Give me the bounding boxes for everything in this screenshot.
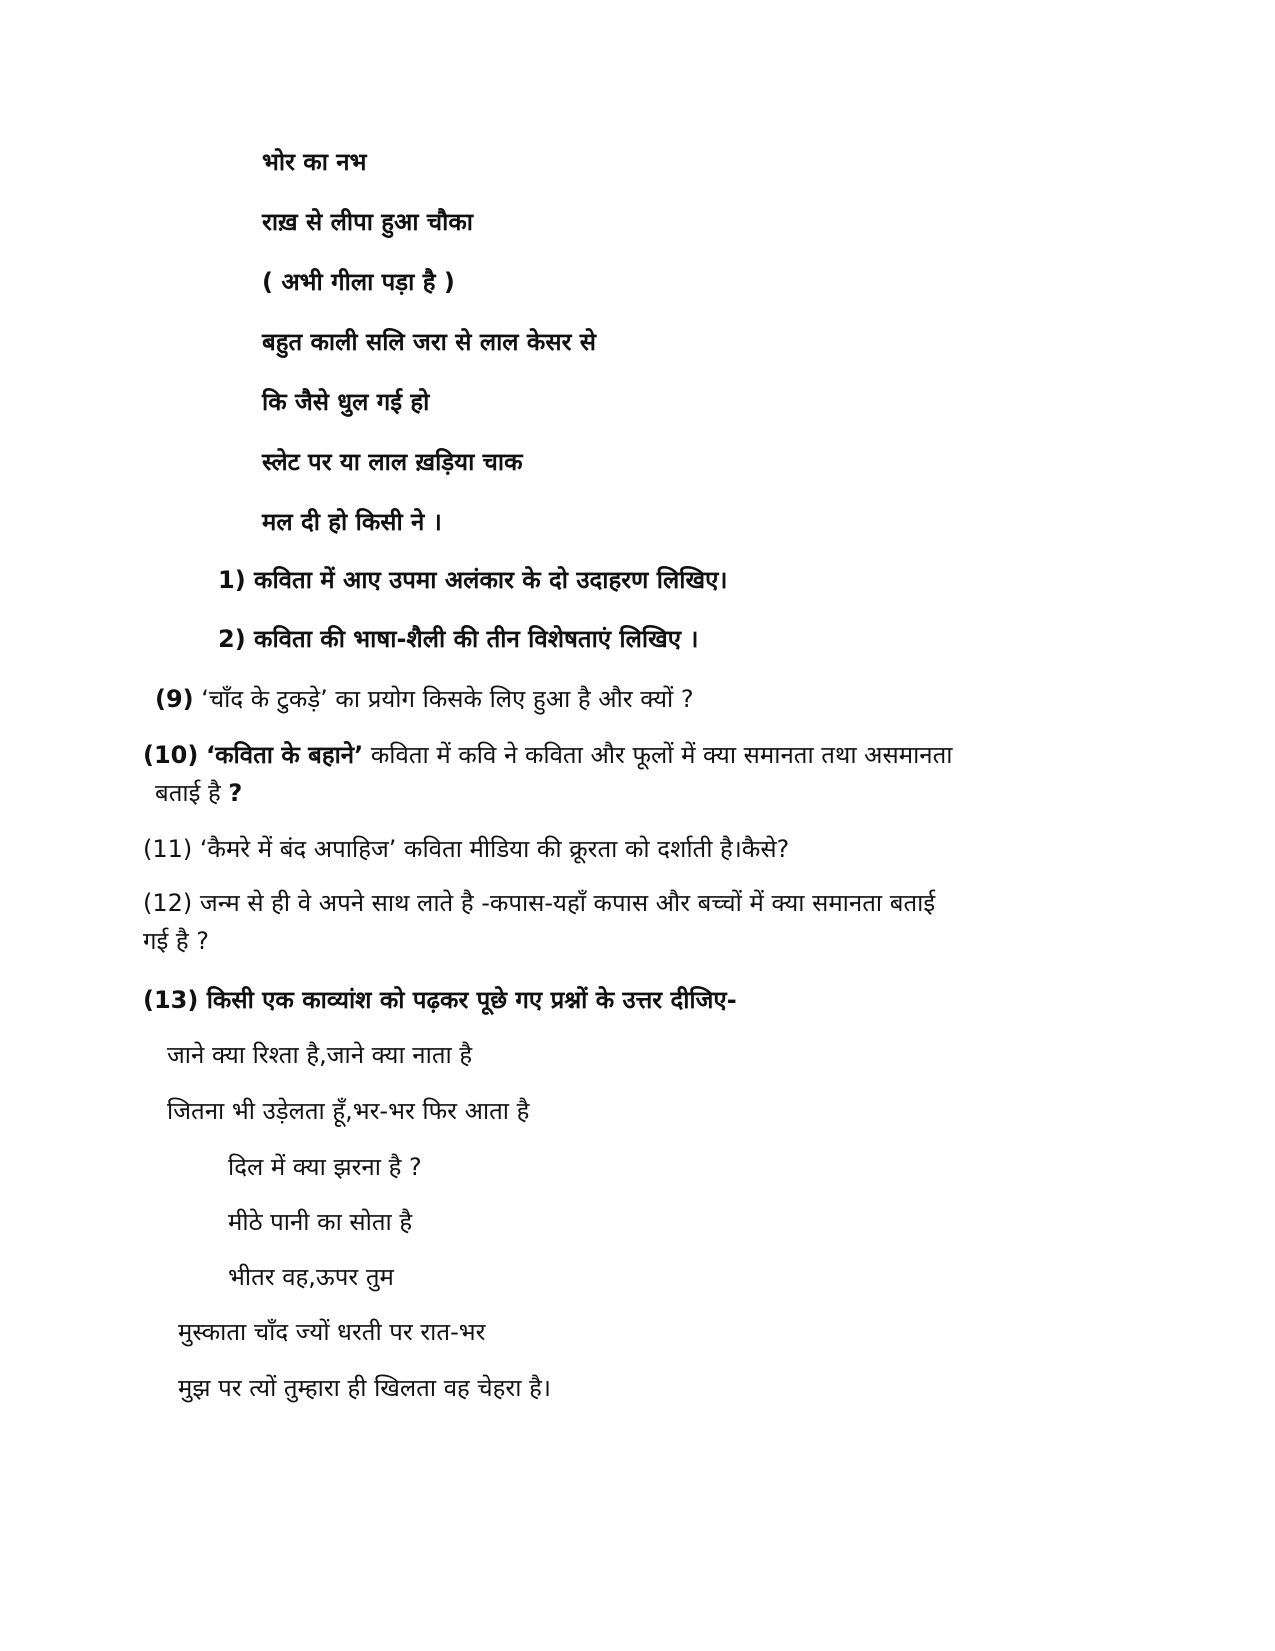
poem2-line-2: जितना भी उड़ेलता हूँ,भर-भर फिर आता है <box>167 1097 530 1125</box>
poem2-line-7: मुझ पर त्यों तुम्हारा ही खिलता वह चेहरा है। <box>178 1374 551 1402</box>
question-10-line-2 <box>155 776 242 810</box>
subquestion-2 <box>218 622 699 656</box>
poem1-line-2: राख़ से लीपा हुआ चौका <box>262 208 474 236</box>
subquestion-1-text: कविता में आए उपमा अलंकार के दो उदाहरण लिखिए। <box>254 566 728 594</box>
poem2-line-3: दिल में क्या झरना है ? <box>228 1153 422 1181</box>
poem1-line-7: मल दी हो किसी ने । <box>262 508 442 536</box>
poem1-line-1: भोर का नभ <box>262 148 367 176</box>
question-9 <box>155 682 694 716</box>
poem2-line-5: भीतर वह,ऊपर तुम <box>228 1263 394 1291</box>
question-9-number: (9) <box>155 685 194 713</box>
poem2-line-6: मुस्काता चाँद ज्यों धरती पर रात-भर <box>178 1318 486 1346</box>
poem1-line-4: बहुत काली सलि जरा से लाल केसर से <box>262 328 596 356</box>
poem1-line-5: कि जैसे धुल गई हो <box>262 388 430 416</box>
question-10-text: कविता में कवि ने कविता और फूलों में क्या समानता तथा असमानता <box>370 741 953 769</box>
subquestion-2-text: कविता की भाषा-शैली की तीन विशेषताएं लिखिए । <box>254 625 699 653</box>
question-12-line-1: (12) जन्म से ही वे अपने साथ लाते है -कपास-यहाँ कपास और बच्चों में क्या समानता बताई <box>143 889 936 917</box>
question-10-number: (10) <box>143 741 199 769</box>
question-13: (13) किसी एक काव्यांश को पढ़कर पूछे गए प्रश्नों के उत्तर दीजिए- <box>143 986 737 1014</box>
poem2-line-1: जाने क्या रिश्ता है,जाने क्या नाता है <box>167 1041 473 1069</box>
question-10-quote: ‘कविता के बहाने’ <box>205 741 364 769</box>
question-9-text: ‘चाँद के टुकड़े’ का प्रयोग किसके लिए हुआ है और क्यों ? <box>201 685 694 713</box>
question-10-qmark: ? <box>228 779 243 807</box>
question-12-line-2: गई है ? <box>143 927 210 955</box>
subquestion-1-number: 1) <box>218 566 246 594</box>
subquestion-1 <box>218 563 727 597</box>
question-10-line-1 <box>143 738 953 772</box>
question-10-text-cont: बताई है <box>155 779 221 807</box>
poem2-line-4: मीठे पानी का सोता है <box>228 1208 413 1236</box>
subquestion-2-number: 2) <box>218 625 246 653</box>
poem1-line-6: स्लेट पर या लाल ख़ड़िया चाक <box>262 448 523 476</box>
poem1-line-3: ( अभी गीला पड़ा है ) <box>262 268 455 296</box>
question-11: (11) ‘कैमरे में बंद अपाहिज’ कविता मीडिया की क्रूरता को दर्शाती है।कैसे? <box>143 835 790 863</box>
